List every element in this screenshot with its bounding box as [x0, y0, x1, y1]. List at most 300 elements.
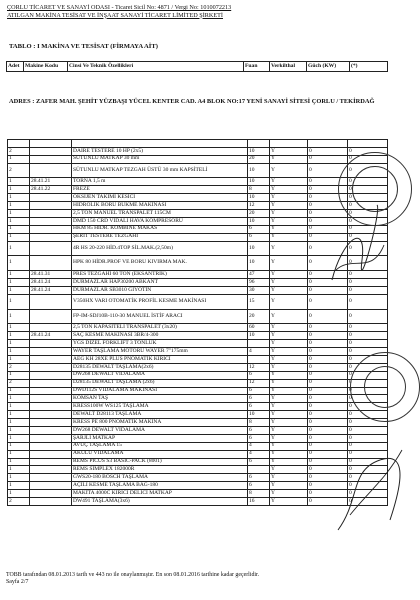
power-cell: 0 [308, 450, 348, 458]
col-header-guc: Güch (KW) [307, 62, 350, 72]
adet-cell: 1 [8, 474, 30, 482]
status-cell: Y [270, 450, 308, 458]
year-cell: 12 [248, 363, 270, 371]
adet-cell: 1 [8, 155, 30, 163]
power-cell: 0 [308, 332, 348, 340]
code-cell [30, 225, 72, 233]
code-cell [30, 155, 72, 163]
power-cell: 0 [308, 442, 348, 450]
adet-cell: 1 [8, 186, 30, 194]
note-cell: 0 [348, 194, 388, 202]
year-cell: 6 [248, 482, 270, 490]
note-cell: 0 [348, 363, 388, 371]
adet-cell: 2 [8, 163, 30, 178]
note-cell: 0 [348, 202, 388, 210]
status-cell: Y [270, 332, 308, 340]
status-cell: Y [270, 294, 308, 309]
note-cell: 0 [348, 332, 388, 340]
description-cell: REMS SİMPLEX 182000R [72, 466, 248, 474]
description-cell: OKSİJEN TAKIMI KESİCİ [72, 194, 248, 202]
code-cell [30, 411, 72, 419]
status-cell: Y [270, 217, 308, 225]
description-cell: ŞARJLI MATKAP [72, 434, 248, 442]
code-cell [30, 256, 72, 271]
power-cell: 0 [308, 202, 348, 210]
code-cell [30, 324, 72, 332]
status-cell: Y [270, 371, 308, 379]
code-cell [30, 233, 72, 241]
adet-cell: 1 [8, 490, 30, 498]
power-cell: 0 [308, 411, 348, 419]
table-row [8, 403, 388, 411]
year-cell [248, 466, 270, 474]
code-cell [30, 379, 72, 387]
status-cell: Y [270, 466, 308, 474]
power-cell: 0 [308, 225, 348, 233]
adet-cell: 1 [8, 442, 30, 450]
status-cell: Y [270, 395, 308, 403]
table-row [8, 332, 388, 340]
status-cell: Y [270, 427, 308, 435]
col-header-adet: Adet [7, 62, 24, 72]
adet-cell: 1 [8, 210, 30, 218]
note-cell: 0 [348, 387, 388, 395]
code-cell [30, 427, 72, 435]
note-cell: 0 [348, 466, 388, 474]
adet-cell: 2 [8, 498, 30, 506]
note-cell: 0 [348, 324, 388, 332]
status-cell: Y [270, 163, 308, 178]
code-cell [30, 434, 72, 442]
description-cell: KRESS PE 800 PNÖMATİK MAKİNA [72, 419, 248, 427]
code-cell [30, 217, 72, 225]
year-cell: 10 [248, 241, 270, 256]
code-cell: 28.41.24 [30, 332, 72, 340]
code-cell [30, 363, 72, 371]
adet-cell: 1 [8, 225, 30, 233]
status-cell: Y [270, 482, 308, 490]
table-row [8, 363, 388, 371]
page-number: Sayfa 2/7 [6, 579, 29, 585]
company-name-line: ATILGAN MAKİNA TESİSAT VE İNŞAAT SANAYİ TİCARET LİMİTED ŞİRKETİ [7, 11, 223, 19]
note-cell: 0 [348, 458, 388, 466]
footer-approval-note: TOBB tarafından 08.01.2013 tarih ve 443 no ile onaylanmıştır. En son 08.01.2016 tarihine kadar geçerlidir. [6, 572, 260, 578]
year-cell: 6 [248, 403, 270, 411]
column-header-table [6, 61, 388, 72]
year-cell: 60 [248, 324, 270, 332]
note-cell: 0 [348, 309, 388, 324]
description-cell: MAKİTA 4000C KIRICI DELİCİ MATKAP [72, 490, 248, 498]
code-cell [30, 387, 72, 395]
table-row [8, 419, 388, 427]
status-cell: Y [270, 241, 308, 256]
status-cell: Y [270, 340, 308, 348]
adet-cell: 1 [8, 178, 30, 186]
status-cell: Y [270, 356, 308, 364]
power-cell: 0 [308, 434, 348, 442]
status-cell: Y [270, 186, 308, 194]
code-cell [30, 403, 72, 411]
adet-cell: 1 [8, 294, 30, 309]
code-cell [30, 340, 72, 348]
table-row [8, 411, 388, 419]
code-cell [30, 450, 72, 458]
adet-cell: 1 [8, 387, 30, 395]
table-row [8, 294, 388, 309]
description-cell: 4R HS 20-220 HİD.4TOP SİL.MAK.(2,50m) [72, 241, 248, 256]
power-cell: 0 [308, 241, 348, 256]
code-cell [30, 294, 72, 309]
power-cell [308, 140, 348, 148]
description-cell: HİDROLİK BORU BÜKME MAKİNASI [72, 202, 248, 210]
power-cell: 0 [308, 371, 348, 379]
note-cell: 0 [348, 427, 388, 435]
description-cell: AEG KH 28XE PLUS PNÖMATİK KIRICI [72, 356, 248, 364]
power-cell: 0 [308, 482, 348, 490]
year-cell: 20 [248, 155, 270, 163]
power-cell: 0 [308, 163, 348, 178]
adet-cell: 1 [8, 427, 30, 435]
power-cell: 0 [308, 309, 348, 324]
adet-cell: 2 [8, 147, 30, 155]
code-cell [30, 194, 72, 202]
note-cell: 0 [348, 379, 388, 387]
year-cell: 6 [248, 395, 270, 403]
description-cell: DAİRE TESTERE 10 HP (2x5) [72, 147, 248, 155]
status-cell: Y [270, 363, 308, 371]
note-cell: 0 [348, 340, 388, 348]
power-cell: 0 [308, 363, 348, 371]
document-header [7, 4, 307, 19]
note-cell: 0 [348, 356, 388, 364]
description-cell: D28135 DEWALT TAŞLAMA(2x6) [72, 363, 248, 371]
description-cell: HKM 85 HİDR. KOMBİNE MAKAS [72, 225, 248, 233]
note-cell: 0 [348, 490, 388, 498]
year-cell: 10 [248, 332, 270, 340]
power-cell: 0 [308, 210, 348, 218]
code-cell [30, 498, 72, 506]
note-cell: 0 [348, 498, 388, 506]
status-cell: Y [270, 286, 308, 294]
description-cell: REMS PİCUS S3 BASİC-PACK (8001) [72, 458, 248, 466]
table-row [8, 140, 388, 148]
note-cell: 0 [348, 225, 388, 233]
power-cell: 0 [308, 427, 348, 435]
col-header-fuan: Fuan [244, 62, 270, 72]
code-cell: 28.41.24 [30, 286, 72, 294]
description-cell: SAÇ KESME MAKİNASI 3BR/4-300 [72, 332, 248, 340]
table-row [8, 340, 388, 348]
status-cell: Y [270, 490, 308, 498]
adet-cell: 2 [8, 363, 30, 371]
power-cell: 0 [308, 348, 348, 356]
power-cell: 0 [308, 256, 348, 271]
year-cell: 8 [248, 490, 270, 498]
note-cell: 0 [348, 155, 388, 163]
adet-cell: 1 [8, 348, 30, 356]
year-cell: 4 [248, 450, 270, 458]
note-cell: 0 [348, 434, 388, 442]
status-cell: Y [270, 233, 308, 241]
year-cell: 10 [248, 194, 270, 202]
year-cell: 12 [248, 379, 270, 387]
year-cell [248, 356, 270, 364]
code-cell [30, 309, 72, 324]
table-title: TABLO : I MAKİNA VE TESİSAT (FİRMAYA AİT) [9, 43, 158, 50]
adet-cell: 1 [8, 450, 30, 458]
note-cell: 0 [348, 147, 388, 155]
description-cell: SÜTUNLU MATKAP TEZGAH ÜSTÜ 30 mm KAPSİTELİ [72, 163, 248, 178]
adet-cell: 1 [8, 256, 30, 271]
status-cell: Y [270, 271, 308, 279]
status-cell: Y [270, 178, 308, 186]
status-cell: Y [270, 309, 308, 324]
year-cell: 96 [248, 279, 270, 287]
year-cell: 30 [248, 286, 270, 294]
year-cell: 6 [248, 233, 270, 241]
table-row [8, 147, 388, 155]
status-cell: Y [270, 498, 308, 506]
description-cell: KOMSAN TAŞ [72, 395, 248, 403]
year-cell: 10 [248, 256, 270, 271]
table-row [8, 178, 388, 186]
handwritten-signature-top [322, 200, 392, 290]
power-cell: 0 [308, 147, 348, 155]
adet-cell: 1 [8, 194, 30, 202]
note-cell: 0 [348, 178, 388, 186]
document-footer [6, 572, 259, 586]
year-cell: 6 [248, 458, 270, 466]
status-cell: Y [270, 403, 308, 411]
power-cell: 0 [308, 279, 348, 287]
year-cell: 6 [248, 387, 270, 395]
note-cell: 0 [348, 279, 388, 287]
col-header-verkilthal: Verkilthal [270, 62, 307, 72]
description-cell: 2,5 TON KAPASİTELİ TRANSPALET (3x20) [72, 324, 248, 332]
official-stamp-bottom-inner [364, 366, 406, 408]
power-cell: 0 [308, 474, 348, 482]
table-row [8, 356, 388, 364]
year-cell: 47 [248, 271, 270, 279]
power-cell: 0 [308, 356, 348, 364]
adet-cell: 1 [8, 309, 30, 324]
power-cell: 0 [308, 403, 348, 411]
year-cell: 10 [248, 411, 270, 419]
adet-cell: 1 [8, 271, 30, 279]
code-cell: 28.41.31 [30, 271, 72, 279]
code-cell [30, 395, 72, 403]
description-cell: DW268 DEWALT VİDALAMA [72, 427, 248, 435]
adet-cell: 1 [8, 419, 30, 427]
status-cell: Y [270, 202, 308, 210]
description-cell: DURMAZLAR SB3010 GİYOTİN [72, 286, 248, 294]
table-row [8, 395, 388, 403]
power-cell: 0 [308, 271, 348, 279]
table-row [8, 348, 388, 356]
adet-cell: 1 [8, 233, 30, 241]
power-cell: 0 [308, 387, 348, 395]
power-cell: 0 [308, 379, 348, 387]
year-cell: 15 [248, 294, 270, 309]
status-cell: Y [270, 210, 308, 218]
year-cell: 16 [248, 498, 270, 506]
description-cell: SÜTUNLU MATKAP 30 mm [72, 155, 248, 163]
adet-cell: 1 [8, 458, 30, 466]
note-cell: 0 [348, 395, 388, 403]
code-cell [30, 466, 72, 474]
code-cell [30, 202, 72, 210]
code-cell [30, 241, 72, 256]
table-row [8, 324, 388, 332]
table-row [8, 186, 388, 194]
description-cell: DEWALT D28113 TAŞLAMA [72, 411, 248, 419]
year-cell: 8 [248, 186, 270, 194]
note-cell: 0 [348, 371, 388, 379]
code-cell [30, 210, 72, 218]
power-cell: 0 [308, 178, 348, 186]
power-cell: 0 [308, 490, 348, 498]
power-cell: 0 [308, 395, 348, 403]
col-header-cinsi: Cinsi Ve Teknik Özellikleri [68, 62, 244, 72]
code-cell [30, 442, 72, 450]
year-cell: 20 [248, 210, 270, 218]
description-cell: GWS20-180 BOSCH TAŞLAMA [72, 474, 248, 482]
adet-cell: 1 [8, 202, 30, 210]
power-cell: 0 [308, 458, 348, 466]
description-cell: KRESS100W WS125 TAŞLAMA [72, 403, 248, 411]
code-cell [30, 458, 72, 466]
note-cell: 0 [348, 474, 388, 482]
status-cell: Y [270, 348, 308, 356]
adet-cell: 1 [8, 286, 30, 294]
year-cell: 10 [248, 163, 270, 178]
power-cell: 0 [308, 324, 348, 332]
power-cell: 0 [308, 498, 348, 506]
adet-cell: 1 [8, 324, 30, 332]
description-cell: DMD 150 CRD VİDALI HAVA KOMPRESÖRÜ [72, 217, 248, 225]
description-cell: AVUÇ TAŞLAMA 15 [72, 442, 248, 450]
code-cell [30, 147, 72, 155]
description-cell: DW268 DEWALT VİDALAMA [72, 371, 248, 379]
adet-cell: 1 [8, 332, 30, 340]
year-cell: 8 [248, 419, 270, 427]
description-cell: TORNA 1,5 m [72, 178, 248, 186]
table-row [8, 379, 388, 387]
adet-cell: 1 [8, 241, 30, 256]
power-cell: 0 [308, 419, 348, 427]
description-cell: V350HX VARI OTOMATİK PROFİL KESME MAKİNASI [72, 294, 248, 309]
year-cell: 6 [248, 371, 270, 379]
description-cell: ŞERİT TESTERE TEZGAHI [72, 233, 248, 241]
adet-cell [8, 140, 30, 148]
code-cell: 28.41.21 [30, 178, 72, 186]
code-cell [30, 490, 72, 498]
status-cell: Y [270, 256, 308, 271]
power-cell: 0 [308, 286, 348, 294]
note-cell: 0 [348, 286, 388, 294]
adet-cell: 1 [8, 411, 30, 419]
description-cell: AKÜLÜ VİDALAMA [72, 450, 248, 458]
code-cell [30, 356, 72, 364]
description-cell: AÇILI KESME TAŞLAMA BAG-180 [72, 482, 248, 490]
adet-cell: 1 [8, 217, 30, 225]
year-cell: 6 [248, 434, 270, 442]
power-cell: 0 [308, 217, 348, 225]
chamber-registry-line: ÇORLU TİCARET VE SANAYİ ODASI - Ticaret Sicil No: 4871 / Vergi No: 1010072213 [7, 4, 232, 11]
address-block: ADRES : ZAFER MAH. ŞEHİT YÜZBAŞI YÜCEL KENTER CAD. A4 BLOK NO:17 YENİ SANAYİ SİTESİ ÇORLU / TEKİRDAĞ [9, 98, 375, 105]
code-cell: 28.41.24 [30, 279, 72, 287]
year-cell: 10 [248, 217, 270, 225]
power-cell: 0 [308, 233, 348, 241]
description-cell: D28135 DEWALT TAŞLAMA (2x6) [72, 379, 248, 387]
year-cell: 4 [248, 348, 270, 356]
power-cell: 0 [308, 155, 348, 163]
code-cell [30, 371, 72, 379]
description-cell: DURMAZLAR HAP30200 ABKANT [72, 279, 248, 287]
power-cell: 0 [308, 466, 348, 474]
note-cell: 0 [348, 403, 388, 411]
code-cell [30, 163, 72, 178]
description-cell: YGS DİZEL FORKLİFT 3 TONLUK [72, 340, 248, 348]
note-cell: 0 [348, 411, 388, 419]
description-cell: FREZE [72, 186, 248, 194]
status-cell: Y [270, 458, 308, 466]
adet-cell: 1 [8, 482, 30, 490]
note-cell: 0 [348, 419, 388, 427]
status-cell: Y [270, 419, 308, 427]
note-cell: 0 [348, 482, 388, 490]
note-cell: 0 [348, 241, 388, 256]
year-cell: 10 [248, 147, 270, 155]
power-cell: 0 [308, 294, 348, 309]
description-cell: HPK 80 HİDR.PROF VE BORU KIVIRMA MAK. [72, 256, 248, 271]
year-cell: 12 [248, 202, 270, 210]
year-cell: 10 [248, 178, 270, 186]
column-header-row [7, 62, 388, 72]
status-cell: Y [270, 194, 308, 202]
note-cell: 0 [348, 442, 388, 450]
note-cell: 0 [348, 210, 388, 218]
handwritten-signature-bottom [330, 430, 410, 540]
status-cell: Y [270, 324, 308, 332]
status-cell [270, 140, 308, 148]
description-cell: DWD112S VİDALAMA MAKİNASI [72, 387, 248, 395]
year-cell: 20 [248, 309, 270, 324]
status-cell: Y [270, 147, 308, 155]
table-row [8, 387, 388, 395]
status-cell: Y [270, 155, 308, 163]
status-cell: Y [270, 279, 308, 287]
status-cell: Y [270, 379, 308, 387]
status-cell: Y [270, 474, 308, 482]
note-cell: 0 [348, 256, 388, 271]
table-row [8, 371, 388, 379]
note-cell: 0 [348, 163, 388, 178]
adet-cell: 1 [8, 466, 30, 474]
note-cell: 0 [348, 450, 388, 458]
year-cell: 6 [248, 427, 270, 435]
year-cell: 6 [248, 474, 270, 482]
code-cell [30, 348, 72, 356]
table-row [8, 309, 388, 324]
status-cell: Y [270, 434, 308, 442]
code-cell [30, 419, 72, 427]
note-cell: 0 [348, 271, 388, 279]
adet-cell: 1 [8, 356, 30, 364]
description-cell: WAYER TAŞLAMA MOTORU WAYER 7"175mm [72, 348, 248, 356]
col-header-note: (*) [350, 62, 388, 72]
power-cell: 0 [308, 194, 348, 202]
